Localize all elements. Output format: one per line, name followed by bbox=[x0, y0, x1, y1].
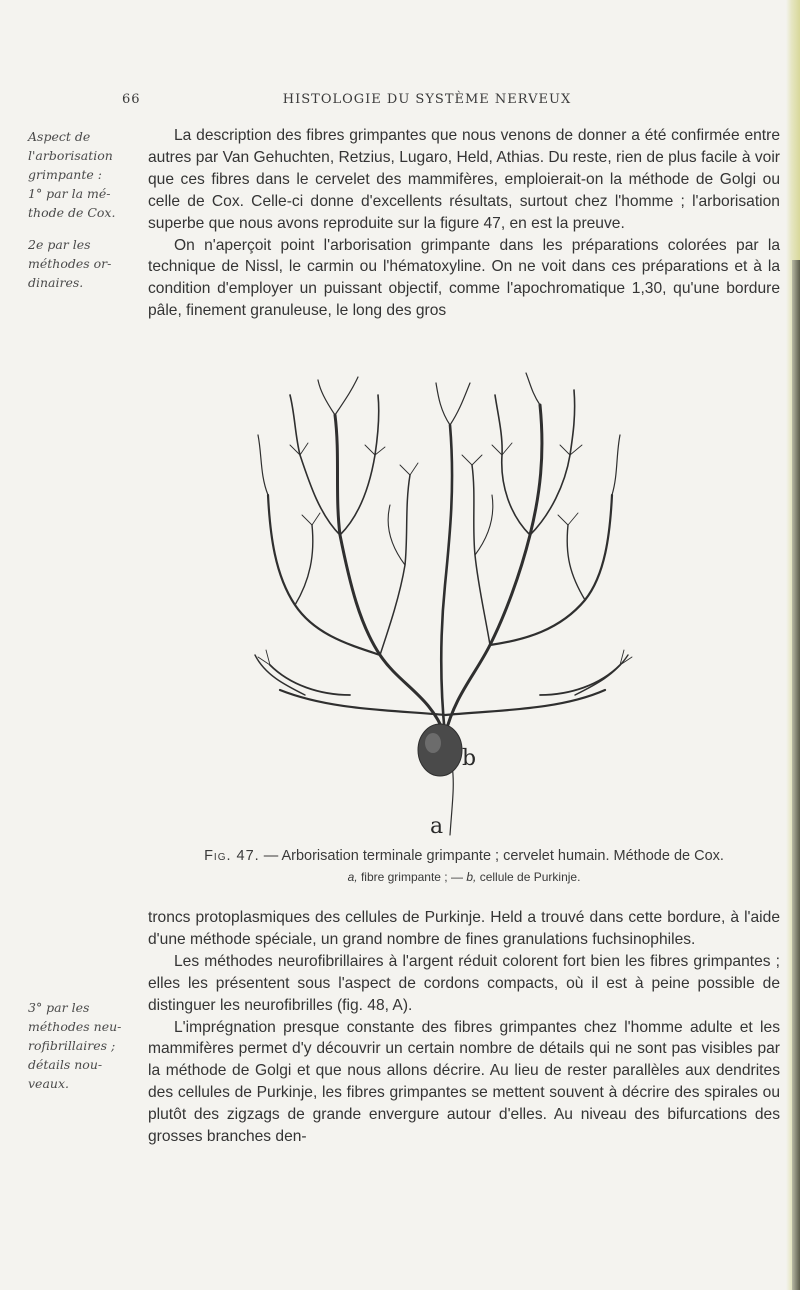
margin-line: 2e par les bbox=[28, 237, 91, 252]
margin-line: 1° par la mé- bbox=[28, 186, 111, 201]
margin-note-3 bbox=[28, 998, 128, 1093]
figure-illustration bbox=[240, 365, 640, 845]
figure-caption-label: Fig. 47. bbox=[204, 848, 260, 864]
caption-detail-b: cellule de Purkinje. bbox=[479, 870, 581, 884]
margin-line: thode de Cox. bbox=[28, 205, 116, 220]
margin-line: méthodes neu- bbox=[28, 1019, 122, 1034]
paragraph: troncs protoplasmiques des cellules de Purkinje. Held a trouvé dans cette bordure, à l'aide d'une méthode spéciale, un grand nombre de fines granulations fuchsinophiles. bbox=[148, 909, 780, 948]
figure-caption bbox=[148, 848, 780, 864]
figure-label-a: a bbox=[430, 814, 444, 839]
caption-detail-a: fibre grimpante ; — bbox=[360, 870, 463, 884]
page-number: 66 bbox=[122, 92, 141, 107]
page-edge-shadow bbox=[792, 260, 800, 1290]
figure-label-b: b bbox=[462, 746, 477, 771]
margin-line: veaux. bbox=[28, 1076, 69, 1091]
caption-key-a: a, bbox=[347, 870, 358, 884]
figure-caption-detail bbox=[148, 870, 780, 884]
margin-line: Aspect de bbox=[28, 129, 91, 144]
running-title: HISTOLOGIE DU SYSTÈME NERVEUX bbox=[282, 92, 572, 107]
margin-line: l'arborisation bbox=[28, 148, 113, 163]
caption-key-b: b, bbox=[466, 870, 477, 884]
paragraph: On n'aperçoit point l'arborisation grimpante dans les préparations colorées par la technique de Nissl, le carmin ou l'hématoxyline. On ne voit dans ces préparations et à la condition d'employer un puissant objectif, comme l'apochromatique 1,30, qu'une bordure pâle, finement granuleuse, le long des gros bbox=[148, 236, 780, 320]
margin-note-2 bbox=[28, 235, 128, 292]
figure-caption-text: — Arborisation terminale grimpante ; cervelet humain. Méthode de Cox. bbox=[263, 848, 724, 864]
margin-line: détails nou- bbox=[28, 1057, 103, 1072]
margin-line: 3° par les bbox=[28, 1000, 90, 1015]
page-header bbox=[122, 92, 732, 112]
margin-line: grimpante : bbox=[28, 167, 102, 182]
margin-note-1 bbox=[28, 127, 128, 222]
text-block-bottom bbox=[148, 907, 780, 1148]
margin-line: méthodes or- bbox=[28, 256, 112, 271]
paragraph: L'imprégnation presque constante des fibres grimpantes chez l'homme adulte et les mammifères permet d'y découvrir un certain nombre de détails qui ne sont pas visibles par la méthode de Golgi et que nous allons décrire. Au lieu de rester parallèles aux dendrites des cellules de Purkinje, les fibres grimpantes se mettent souvent à décrire des spirales ou plutôt des zigzags de grande envergure autour d'elles. Au niveau des bifurcations des grosses branches den- bbox=[148, 1018, 780, 1146]
purkinje-cell-body bbox=[418, 724, 462, 776]
paragraph: Les méthodes neurofibrillaires à l'argent réduit colorent fort bien les fibres grimpantes ; elles les présentent sous l'aspect de cordons compacts, où il est à peine possible de distinguer les neurofibrilles (fig. 48, A). bbox=[148, 952, 780, 1014]
text-block-top bbox=[148, 125, 780, 322]
margin-line: dinaires. bbox=[28, 275, 84, 290]
paragraph: La description des fibres grimpantes que nous venons de donner a été confirmée entre autres par Van Gehuchten, Retzius, Lugaro, Held, Athias. Du reste, rien de plus facile à voir que ces fibres dans le cervelet des mammifères, emploierait-on la méthode de Golgi ou celle de Cox. Celle-ci donne d'excellents résultats, surtout chez l'homme ; l'arborisation superbe que nous avons reproduite sur la figure 47, en est la preuve. bbox=[148, 127, 780, 232]
margin-line: rofibrillaires ; bbox=[28, 1038, 116, 1053]
